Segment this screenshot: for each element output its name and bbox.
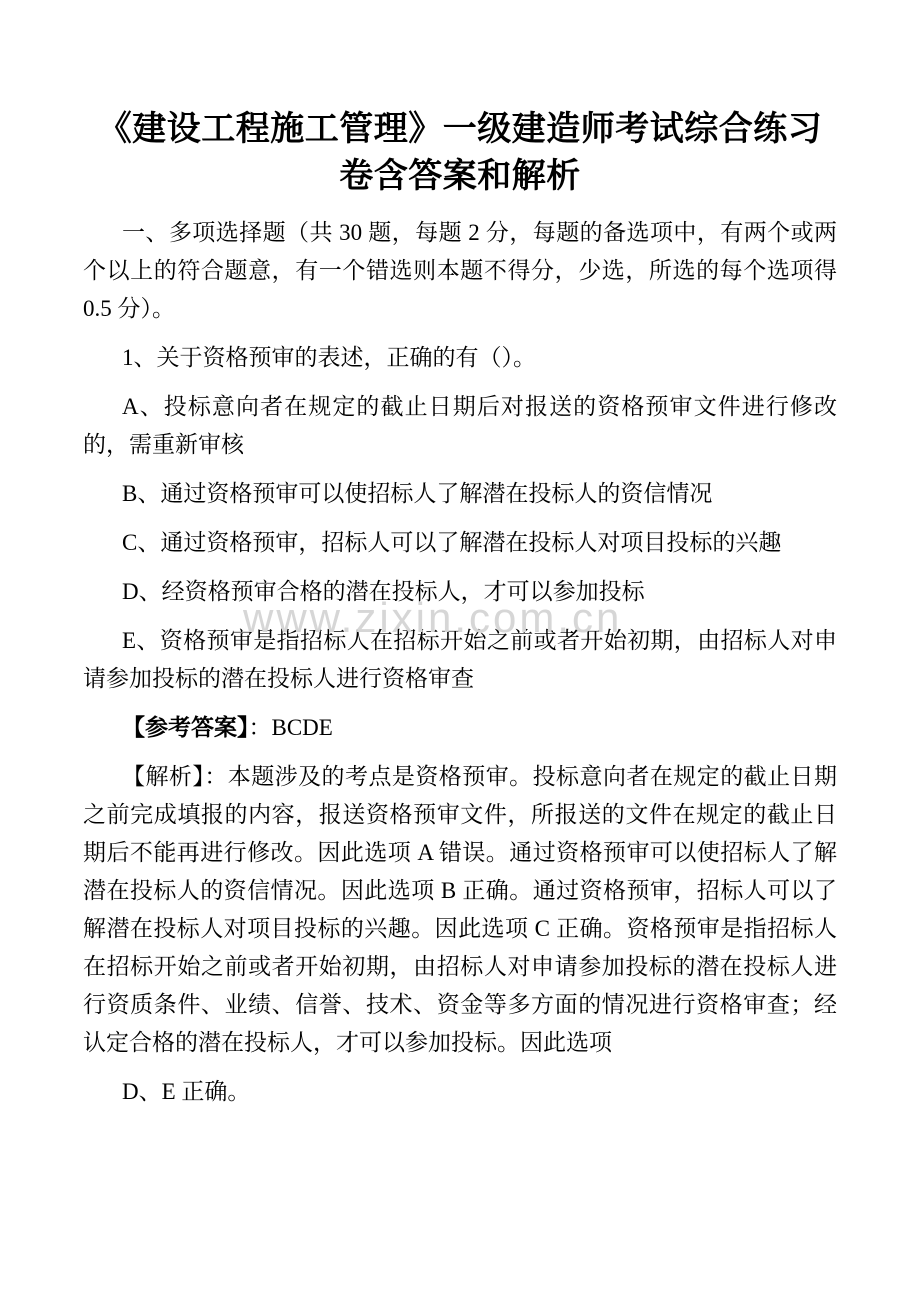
page-title-line-2: 卷含答案和解析 (339, 156, 581, 196)
analysis-label: 【解析】 (122, 764, 205, 789)
analysis-paragraph (83, 758, 837, 1062)
analysis-text: ：本题涉及的考点是资格预审。投标意向者在规定的截止日期之前完成填报的内容，报送资格预审文件，所报送的文件在规定的截止日期后不能再进行修改。因此选项 A 错误。通过资格预审可以使招标人了解潜在投标人的资信情况。因此选项 B 正确。通过资格预审，招标人可以了解潜在投标人对项目投标的兴趣。因此选项 C 正确。资格预审是指招标人在招标开始之前或者开始初期，由招标人对申请参加投标的潜在投标人进行资质条件、业绩、信誉、技术、资金等多方面的情况进行资格审查；经认定合格的潜在投标人，才可以参加投标。因此选项 (83, 764, 838, 1055)
answer-line (83, 709, 837, 747)
page-title (83, 106, 837, 200)
question-stem: 1、关于资格预审的表述，正确的有（）。 (122, 345, 536, 370)
section-header: 一、多项选择题（共 30 题，每题 2 分，每题的备选项中，有两个或两个以上的符合题意，有一个错选则本题不得分，少选，所选的每个选项得 0.5 分）。 (83, 220, 837, 321)
option-a: A、投标意向者在规定的截止日期后对报送的资格预审文件进行修改的，需重新审核 (83, 394, 837, 457)
option-e: E、资格预审是指招标人在招标开始之前或者开始初期，由招标人对申请参加投标的潜在投标人进行资格审查 (83, 628, 837, 691)
answer-value: ：BCDE (248, 715, 333, 740)
option-b: B、通过资格预审可以使招标人了解潜在投标人的资信情况 (122, 481, 713, 506)
option-c: C、通过资格预审，招标人可以了解潜在投标人对项目投标的兴趣 (122, 530, 782, 555)
conclusion-line: D、E 正确。 (122, 1079, 251, 1104)
answer-label: 【参考答案】 (122, 715, 249, 740)
site-watermark: www.zixin.com.cn (243, 594, 623, 641)
page-title-line-1: 《建设工程施工管理》一级建造师考试综合练习 (97, 109, 823, 149)
option-d: D、经资格预审合格的潜在投标人，才可以参加投标 (122, 579, 645, 604)
